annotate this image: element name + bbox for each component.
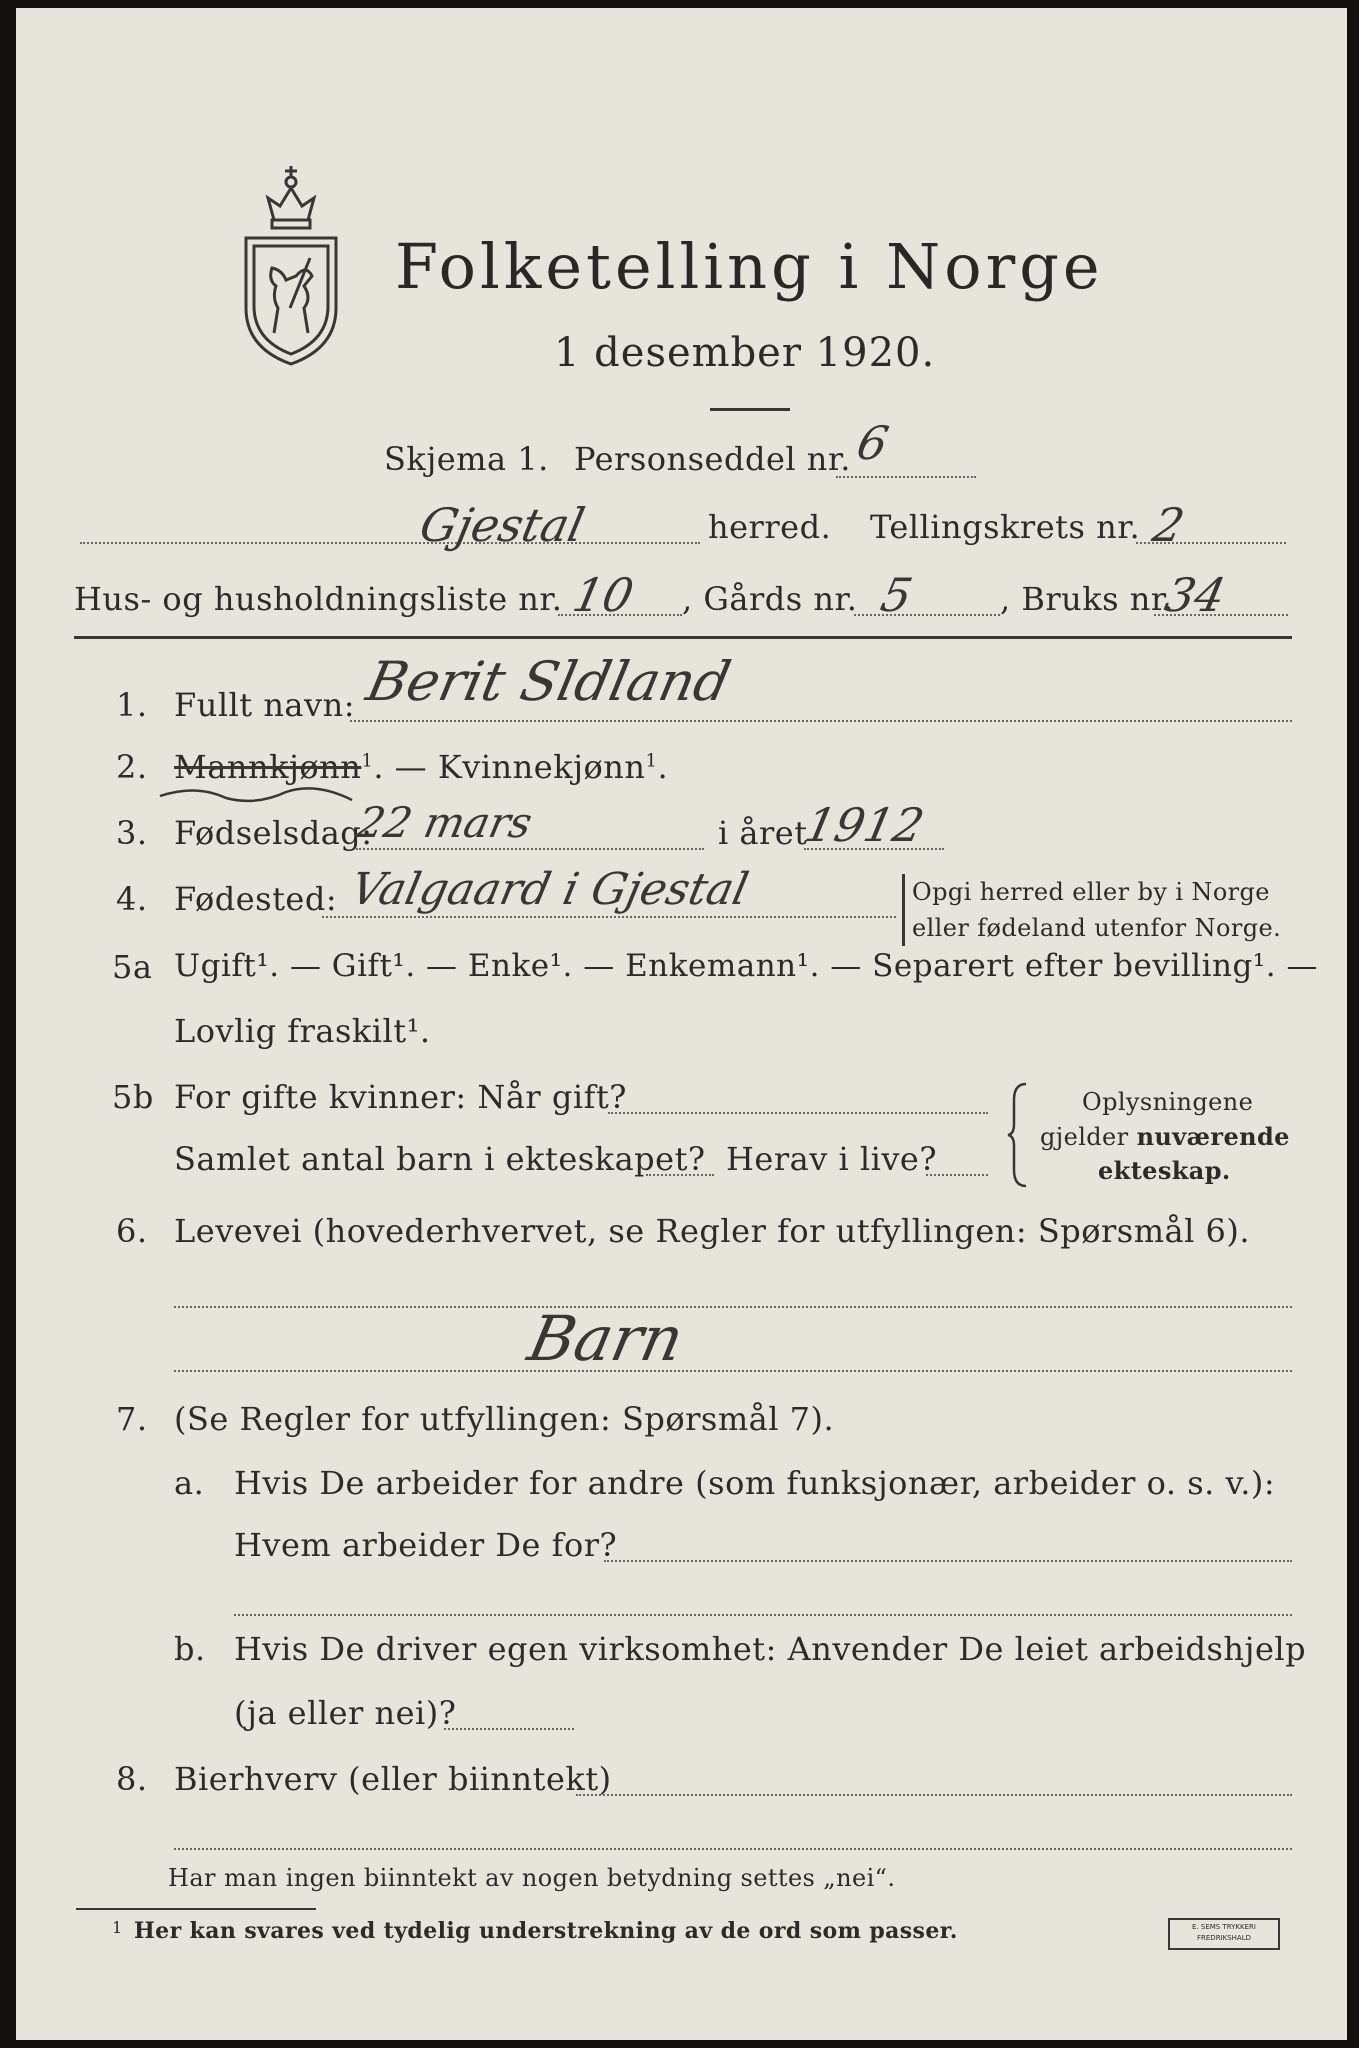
employer-line-1	[604, 1560, 1292, 1562]
skjema-label: Skjema 1.	[384, 440, 549, 478]
form-title: Folketelling i Norge	[395, 230, 1104, 303]
q4-label: Fødested:	[174, 880, 338, 918]
q5b-note-line1: Oplysningene	[1082, 1088, 1254, 1116]
q2-footnote-mark-2: 1	[645, 750, 658, 772]
tellingskrets-value[interactable]: 2	[1148, 498, 1190, 552]
q1-number: 1.	[116, 686, 148, 724]
printer-stamp	[1168, 1918, 1280, 1950]
q6-number: 6.	[116, 1212, 148, 1250]
herred-value[interactable]: Gjestal	[415, 498, 590, 552]
marital-status-options-2[interactable]: Lovlig fraskilt¹.	[174, 1012, 431, 1050]
header-divider	[74, 636, 1292, 639]
employer-line-2	[234, 1614, 1292, 1616]
occupation-line-1	[174, 1306, 1292, 1308]
bruks-label: , Bruks nr.	[1000, 580, 1174, 618]
q1-label: Fullt navn:	[174, 686, 355, 724]
birth-year-value[interactable]: 1912	[800, 798, 929, 852]
q7a-employer-label: Hvem arbeider De for?	[234, 1526, 618, 1564]
q7-number: 7.	[116, 1400, 148, 1438]
title-divider	[710, 408, 790, 411]
mannkjonn-strike-mark	[156, 776, 356, 810]
q5b-note-line2	[1040, 1122, 1290, 1151]
q4-number: 4.	[116, 880, 148, 918]
printer-stamp-line2: FREDRIKSHALD	[1196, 1934, 1251, 1942]
q5b-married-label: For gifte kvinner: Når gift?	[174, 1078, 627, 1116]
footnote-divider	[76, 1908, 316, 1910]
birthplace-note-line1: Opgi herred eller by i Norge	[912, 878, 1270, 906]
hus-label: Hus- og husholdningsliste nr.	[74, 580, 563, 618]
q7b-hired-help-label: (ja eller nei)?	[234, 1694, 457, 1732]
q1-line	[350, 720, 1292, 722]
gards-value[interactable]: 5	[876, 568, 918, 622]
q5b-note-nuvaerende: nuværende	[1136, 1122, 1290, 1151]
q2-number: 2.	[116, 748, 148, 786]
census-date: 1 desember 1920.	[554, 330, 936, 376]
full-name-value[interactable]: Berit Sldland	[361, 650, 736, 713]
marital-status-options[interactable]: Ugift¹. — Gift¹. — Enke¹. — Enkemann¹. — Separert efter bevilling¹. —	[174, 948, 1318, 984]
q2-end: .	[657, 748, 669, 786]
option-mannkjonn[interactable]: Mannkjønn	[174, 748, 362, 786]
q2-separator: . —	[373, 748, 438, 786]
gards-line	[854, 614, 1000, 616]
gards-label: , Gårds nr.	[682, 580, 858, 618]
footnote-text: Her kan svares ved tydelig understrekning av de ord som passer.	[134, 1918, 958, 1944]
tellingskrets-label: Tellingskrets nr.	[870, 508, 1141, 546]
q7-label: (Se Regler for utfyllingen: Spørsmål 7).	[174, 1400, 835, 1438]
q5b-note-brace	[1006, 1080, 1032, 1190]
personseddel-label: Personseddel nr.	[574, 440, 851, 478]
biinntekt-note: Har man ingen biinntekt av nogen betydning settes „nei“.	[168, 1864, 896, 1892]
bruks-value[interactable]: 34	[1160, 568, 1231, 622]
census-form	[16, 8, 1347, 2040]
hus-value[interactable]: 10	[568, 568, 639, 622]
q5b-note-gjelder: gjelder	[1040, 1123, 1137, 1151]
hired-help-line	[444, 1728, 574, 1730]
q8-number: 8.	[116, 1760, 148, 1798]
q5b-children-label: Samlet antal barn i ekteskapet?	[174, 1140, 706, 1178]
birthday-line	[356, 848, 704, 850]
birthday-value[interactable]: 22 mars	[352, 798, 537, 847]
occupation-line-2	[174, 1370, 1292, 1372]
children-alive-line	[926, 1174, 988, 1176]
herred-label: herred.	[708, 508, 832, 546]
q5b-note-line3: ekteskap.	[1098, 1156, 1231, 1185]
q5b-alive-label: Herav i live?	[726, 1140, 938, 1178]
q7b-question: Hvis De driver egen virksomhet: Anvender De leiet arbeidshjelp	[234, 1630, 1307, 1668]
children-count-line	[646, 1174, 714, 1176]
printer-stamp-line1: E. SEMS TRYKKERI	[1192, 1923, 1256, 1931]
q7a-letter: a.	[174, 1464, 205, 1502]
q5a-number: 5a	[112, 948, 153, 986]
personseddel-line	[836, 476, 976, 478]
q3-label: Fødselsdag:	[174, 814, 373, 852]
option-kvinnekjonn[interactable]: Kvinnekjønn	[437, 748, 646, 786]
year-label: i året	[718, 814, 808, 852]
q7b-letter: b.	[174, 1630, 206, 1668]
married-date-line	[608, 1112, 988, 1114]
herred-line	[80, 542, 700, 544]
q3-number: 3.	[116, 814, 148, 852]
q2-footnote-mark-1: 1	[361, 750, 374, 772]
birthplace-line	[322, 916, 896, 918]
q4-note-bracket	[902, 874, 905, 946]
side-income-line-1	[576, 1794, 1292, 1796]
q8-label: Bierhverv (eller biinntekt)	[174, 1760, 612, 1798]
q5b-number: 5b	[112, 1078, 154, 1116]
occupation-value[interactable]: Barn	[522, 1302, 690, 1375]
q6-label: Levevei (hovederhvervet, se Regler for utfyllingen: Spørsmål 6).	[174, 1212, 1251, 1250]
footnote-mark: 1	[112, 1918, 123, 1937]
side-income-line-2	[174, 1848, 1292, 1850]
personseddel-value[interactable]: 6	[852, 416, 894, 470]
coat-of-arms-icon	[238, 158, 344, 368]
birthplace-value[interactable]: Valgaard i Gjestal	[346, 864, 753, 915]
q7a-question: Hvis De arbeider for andre (som funksjonær, arbeider o. s. v.):	[234, 1464, 1276, 1502]
birthplace-note-line2: eller fødeland utenfor Norge.	[912, 914, 1282, 942]
